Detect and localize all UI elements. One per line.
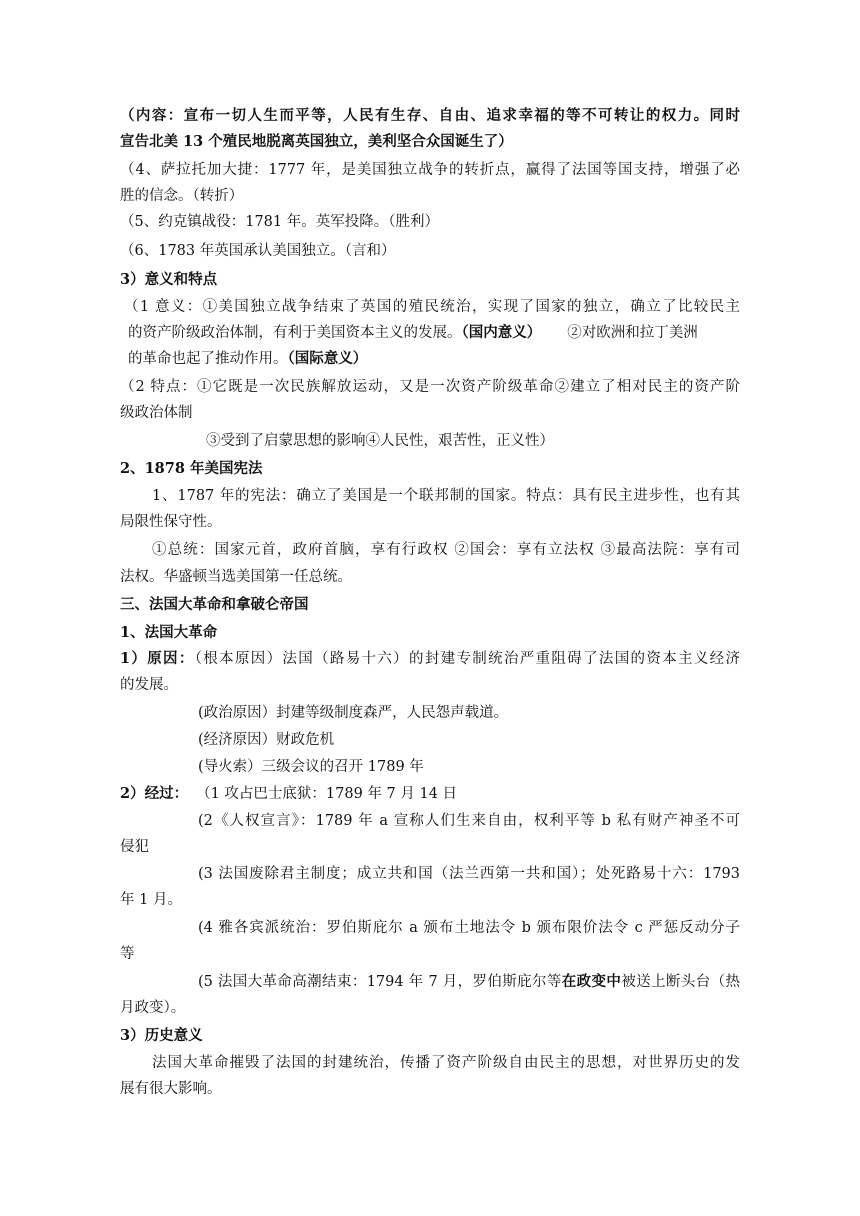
significance-line-1: （1 意义：①美国独立战争结束了英国的殖民统治，实现了国家的独立，确立了比较民主 [124, 299, 740, 315]
constitution-line-3: ①总统：国家元首，政府首脑，享有行政权 ②国会：享有立法权 ③最高法院：享有司 [152, 542, 740, 558]
constitution-line-1: 1、1787 年的宪法：确立了美国是一个联邦制的国家。特点：具有民主进步性，也有其 [152, 488, 740, 504]
saratoga-line-2: 胜的信念。（转折） [120, 188, 244, 204]
course-line-4: (3 法国废除君主制度；成立共和国（法兰西第一共和国）；处死路易十六：1793 [198, 866, 740, 882]
saratoga-line-1: （4、萨拉托加大捷：1777 年，是美国独立战争的转折点，赢得了法国等国支持，增强了必 [120, 162, 740, 178]
features-line-2: 级政治体制 [120, 405, 193, 421]
features-line-3: ③受到了启蒙思想的影响④人民性，艰苦性，正义性） [206, 433, 554, 449]
domestic-significance-label: （国内意义） [461, 324, 542, 341]
significance-line-2-text: 的资产阶级政治体制，有利于美国资本主义的发展。 [128, 325, 462, 341]
section-heading-constitution: 2、1878 年美国宪法 [120, 460, 263, 477]
section-heading-historical-significance: 3）历史意义 [120, 1027, 203, 1044]
significance-line-3 [128, 348, 740, 370]
coup-emphasis: 在政变中 [561, 973, 622, 990]
course-line-8-text: (5 法国大革命高潮结束：1794 年 7 月，罗伯斯庇尔等 [198, 974, 562, 990]
course-line-3: 侵犯 [120, 839, 149, 855]
subheading-french-revolution: 1、法国大革命 [120, 624, 218, 641]
causes-line-1 [120, 648, 740, 670]
economic-cause-line: (经济原因）财政危机 [198, 732, 335, 748]
yorktown-line: （5、约克镇战役：1781 年。英军投降。（胜利） [120, 214, 439, 230]
causes-line-1-text: （根本原因）法国（路易十六）的封建专制统治严重阻碍了法国的资本主义经济 [194, 651, 740, 667]
features-line-1: （2 特点：①它既是一次民族解放运动，又是一次资产阶级革命②建立了相对民主的资产阶 [120, 379, 740, 395]
independence-recognized-line: （6、1783 年英国承认美国独立。（言和） [120, 243, 396, 259]
course-line-2: (2《人权宣言》：1789 年 a 宣称人们生来自由，权利平等 b 私有财产神圣不可 [198, 813, 740, 829]
declaration-content-line-1: （内容：宣布一切人生而平等，人民有生存、自由、追求幸福的等不可转让的权力。同时 [120, 107, 740, 124]
declaration-content-line-2: 宣告北美 13 个殖民地脱离英国独立，美利坚合众国诞生了） [120, 133, 513, 150]
causes-label: 1）原因： [120, 650, 195, 667]
historical-significance-line-2: 展有很大影响。 [120, 1081, 222, 1097]
course-line-1-text: （1 攻占巴士底狱：1789 年 7 月 14 日 [196, 786, 458, 802]
political-cause-line: (政治原因）封建等级制度森严，人民怨声载道。 [198, 705, 509, 721]
significance-line-3-text: 的革命也起了推动作用。 [128, 351, 288, 367]
course-line-8 [198, 971, 740, 993]
causes-line-2: 的发展。 [120, 677, 178, 693]
course-line-1 [120, 783, 740, 805]
significance-line-2 [128, 322, 740, 344]
section-heading-significance: 3）意义和特点 [120, 271, 218, 288]
course-line-9: 月政变）。 [120, 1000, 186, 1016]
course-line-7: 等 [120, 946, 135, 962]
course-label: 2）经过： [120, 785, 189, 802]
section-heading-french-revolution: 三、法国大革命和拿破仑帝国 [120, 596, 309, 613]
trigger-cause-line: (导火索）三级会议的召开 1789 年 [198, 759, 424, 775]
significance-line-2-tail: ②对欧洲和拉丁美洲 [567, 325, 698, 341]
constitution-line-4: 法权。华盛顿当选美国第一任总统。 [120, 569, 352, 585]
course-line-5: 年 1 月。 [120, 892, 182, 908]
course-line-8-tail: 被送上断头台（热 [621, 974, 741, 990]
course-line-6: (4 雅各宾派统治：罗伯斯庇尔 a 颁布土地法令 b 颁布限价法令 c 严惩反动分子 [198, 920, 740, 936]
historical-significance-line-1: 法国大革命摧毁了法国的封建统治，传播了资产阶级自由民主的思想，对世界历史的发 [152, 1055, 740, 1071]
international-significance-label: （国际意义） [287, 350, 368, 367]
constitution-line-2: 局限性保守性。 [120, 514, 222, 530]
